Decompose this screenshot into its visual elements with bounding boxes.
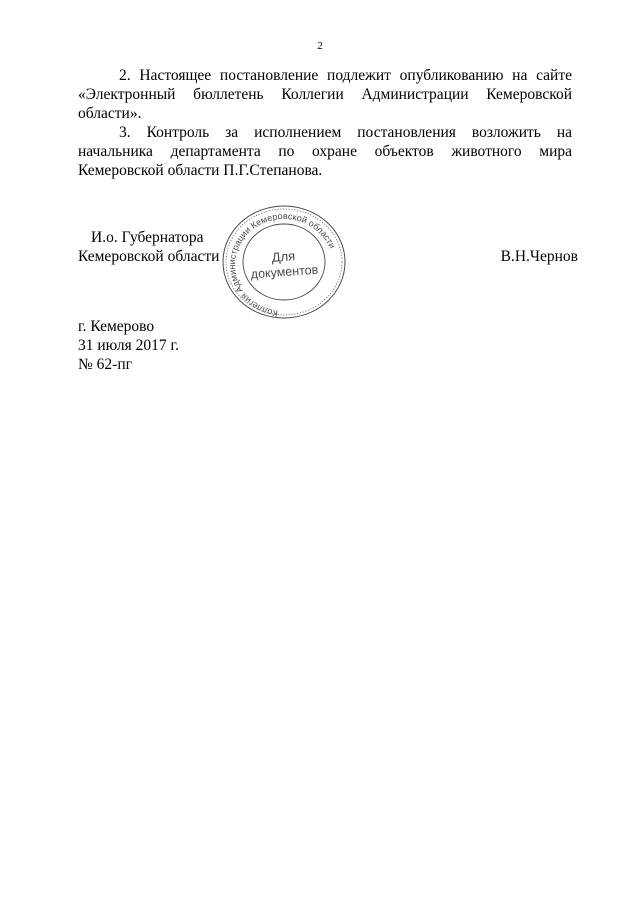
paragraph-control: 3. Контроль за исполнением постановления возложить на начальника департамента по охране объектов животного мира Кемеровской области П.Г.Степанова. xyxy=(78,124,572,179)
document-footer xyxy=(78,317,278,374)
signatory-name: В.Н.Чернов xyxy=(500,248,578,265)
official-stamp xyxy=(220,203,348,321)
document-date: 31 июля 2017 г. xyxy=(78,337,179,354)
document-number: № 62-пг xyxy=(78,356,132,373)
document-body xyxy=(78,66,572,180)
stamp-ring-text: Коллегия Администрации Кемеровской области xyxy=(226,210,338,319)
paragraph-publication: 2. Настоящее постановление подлежит опубликованию на сайте «Электронный бюллетень Коллегии Администрации Кемеровской области». xyxy=(78,67,572,122)
document-city: г. Кемерово xyxy=(78,318,155,335)
signatory-position: И.о. Губернатора xyxy=(91,229,204,246)
signatory-region: Кемеровской области xyxy=(78,248,220,265)
page-number: 2 xyxy=(317,40,323,52)
stamp-center-line1: Для xyxy=(271,248,296,265)
stamp-center-line2: документов xyxy=(250,262,319,282)
